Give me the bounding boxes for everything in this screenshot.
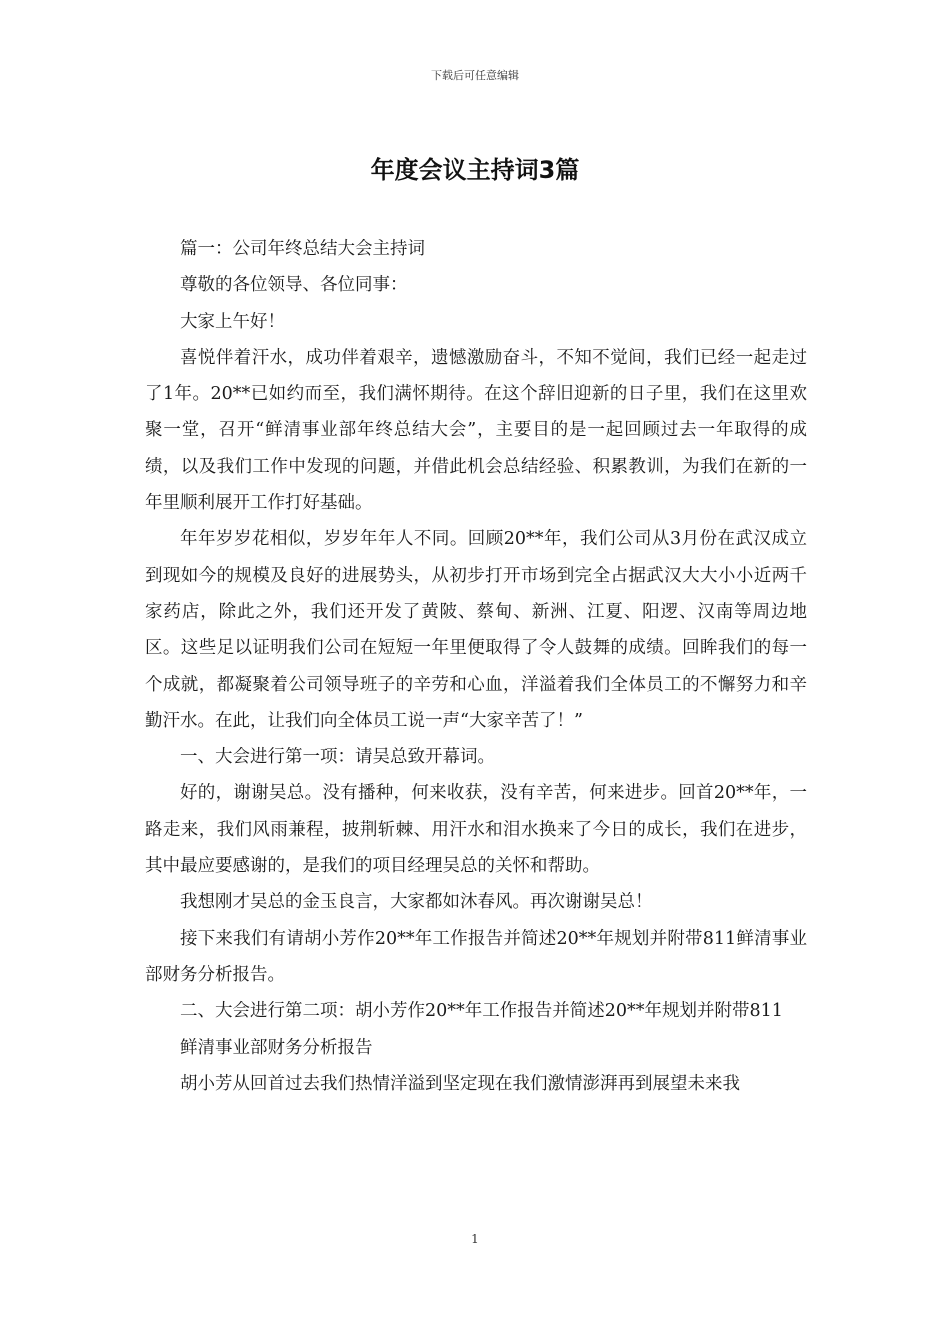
document-title: 年度会议主持词3篇 — [370, 156, 580, 184]
section-heading: 篇一：公司年终总结大会主持词 — [180, 239, 425, 259]
page-header-note: 下载后可任意编辑 — [431, 69, 519, 82]
paragraph: 鲜清事业部财务分析报告 — [180, 1037, 373, 1058]
document-body — [145, 231, 807, 1102]
paragraph: 胡小芳从回首过去我们热情洋溢到坚定现在我们激情澎湃再到展望未来我 — [180, 1073, 740, 1094]
paragraph: 年年岁岁花相似，岁岁年年人不同。回顾20**年，我们公司从3月份在武汉成立到现如今的规模及良好的进展势头，从初步打开市场到完全占据武汉大大小小近两千家药店，除此之外，我们还开发了黄陂、蔡甸、新洲、江夏、阳逻、汉南等周边地区。这些足以证明我们公司在短短一年里便取得了令人鼓舞的成绩。回眸我们的每一个成就，都凝聚着公司领导班子的辛劳和心血，洋溢着我们全体员工的不懈努力和辛勤汗水。在此，让我们向全体员工说一声“大家辛苦了！” — [145, 529, 807, 731]
paragraph: 接下来我们有请胡小芳作20**年工作报告并简述20**年规划并附带811鲜清事业部财务分析报告。 — [145, 928, 807, 985]
page-number: 1 — [471, 1232, 479, 1246]
paragraph: 好的，谢谢吴总。没有播种，何来收获，没有辛苦，何来进步。回首20**年，一路走来，我们风雨兼程，披荆斩棘、用汗水和泪水换来了今日的成长，我们在进步，其中最应要感谢的，是我们的项目经理吴总的关怀和帮助。 — [145, 783, 807, 877]
salutation: 尊敬的各位领导、各位同事： — [180, 275, 408, 296]
greeting: 大家上午好！ — [180, 311, 285, 332]
paragraph: 喜悦伴着汗水，成功伴着艰辛，遗憾激励奋斗，不知不觉间，我们已经一起走过了1年。20**已如约而至，我们满怀期待。在这个辞旧迎新的日子里，我们在这里欢聚一堂，召开“鲜清事业部年终总结大会”，主要目的是一起回顾过去一年取得的成绩，以及我们工作中发现的问题，并借此机会总结经验、积累教训，为我们在新的一年里顺利展开工作打好基础。 — [145, 347, 807, 514]
agenda-item: 一、大会进行第一项：请吴总致开幕词。 — [180, 747, 495, 768]
agenda-item: 二、大会进行第二项：胡小芳作20**年工作报告并简述20**年规划并附带811 — [180, 1001, 783, 1022]
paragraph: 我想刚才吴总的金玉良言，大家都如沐春风。再次谢谢吴总！ — [180, 892, 653, 913]
